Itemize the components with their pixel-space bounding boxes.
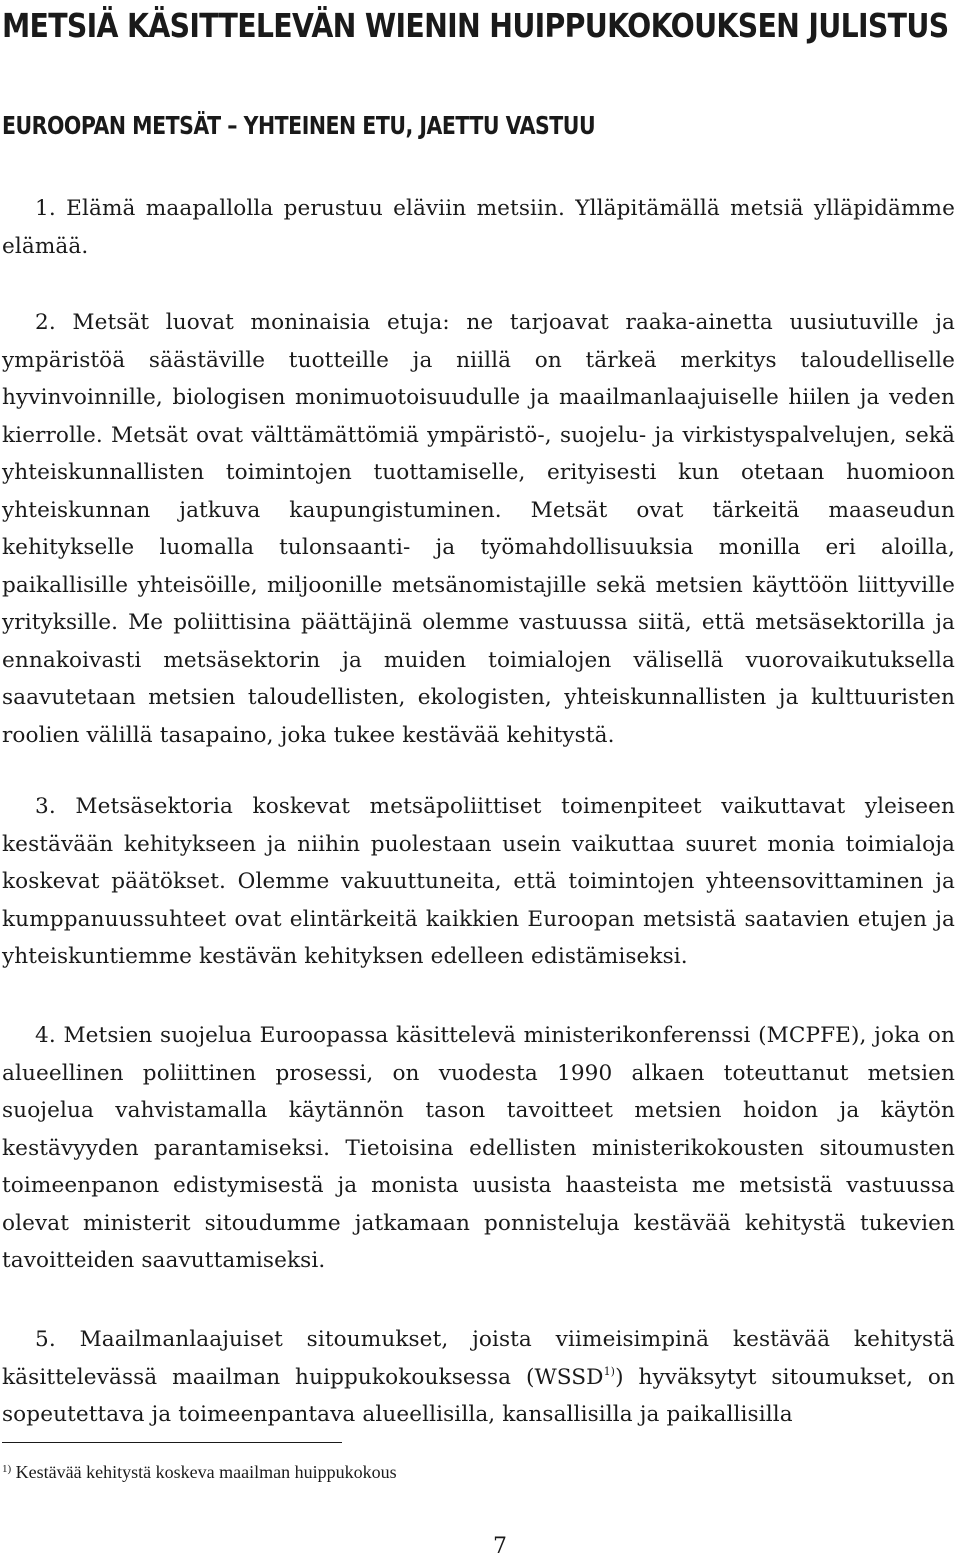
footnote-divider [2,1442,342,1443]
paragraph-2: 2. Metsät luovat moninaisia etuja: ne tarjoavat raaka-ainetta uusiutuville ja ympäristöä säästäville tuotteille ja niillä on tärkeä merkitys taloudelliselle hyvinvoinnille, biologisen monimuotoisuudulle ja maailmanlaajuiselle hiilen ja veden kierrolle. Metsät ovat välttämättömiä ympäristö-, suojelu- ja virkistyspalvelujen, sekä yhteiskunnallisten toimintojen tuottamiselle, erityisesti kun otetaan huomioon yhteiskunnan jatkuva kaupungistuminen. Metsät ovat tärkeitä maaseudun kehitykselle luomalla tulonsaanti- ja työmahdollisuuksia monilla eri aloilla, paikallisille yhteisöille, miljoonille metsänomistajille sekä metsien käyttöön liittyville yrityksille. Me poliittisina päättäjinä olemme vastuussa siitä, että metsäsektorilla ja ennakoivasti metsäsektorin ja muiden toimialojen välisellä vuorovaikutuksella saavutetaan metsien taloudellisten, ekologisten, yhteiskunnallisten ja kulttuuristen roolien välillä tasapaino, joka tukee kestävää kehitystä. [2,310,955,748]
paragraph-5-text-start: 5. Maailmanlaajuiset sitoumukset, joista viimeisimpinä kestävää kehitystä käsittelevässä maailman huippukokouksessa (WSSD [2,1327,955,1390]
page-number: 7 [493,1534,507,1559]
document-title: METSIÄ KÄSITTELEVÄN WIENIN HUIPPUKOKOUKSEN JULISTUS [2,6,949,45]
paragraph-4: 4. Metsien suojelua Euroopassa käsittelevä ministerikonferenssi (MCPFE), joka on alueellinen poliittinen prosessi, on vuodesta 1990 alkaen toteuttanut metsien suojelua vahvistamalla käytännön tason tavoitteet metsien hoidon ja käytön kestävyyden parantamiseksi. Tietoisina edellisten ministerikokousten sitoumusten toimeenpanon edistymisestä ja monista uusista haasteista me metsistä vastuussa olevat ministerit sitoudumme jatkamaan ponnisteluja kestävää kehitystä tukevien tavoitteiden saavuttamiseksi. [2,1023,955,1273]
paragraph-5 [2,1321,955,1434]
paragraph-5-text-end: ) hyväksytyt sitoumukset, on sopeutettava ja toimeenpantava alueellisilla, kansallisilla ja paikallisilla [2,1364,955,1427]
paragraph-3: 3. Metsäsektoria koskevat metsäpoliittiset toimenpiteet vaikuttavat yleiseen kestävään kehitykseen ja niihin puolestaan usein vaikuttaa suuret monia toimialoja koskevat päätökset. Olemme vakuuttuneita, että toimintojen yhteensovittaminen ja kumppanuussuhteet ovat elintärkeitä kaikkien Euroopan metsistä saatavien etujen ja yhteiskuntiemme kestävän kehityksen edelleen edistämiseksi. [2,794,955,969]
document-subtitle: EUROOPAN METSÄT – YHTEINEN ETU, JAETTU VASTUU [2,111,596,140]
footnote-marker: 1) [2,1463,12,1475]
paragraph-1: 1. Elämä maapallolla perustuu eläviin metsiin. Ylläpitämällä metsiä ylläpidämme elämää. [2,196,955,259]
footnote-text: Kestävää kehitystä koskeva maailman huippukokous [15,1462,397,1482]
footnote [2,1461,397,1483]
footnote-reference: 1) [603,1364,616,1378]
